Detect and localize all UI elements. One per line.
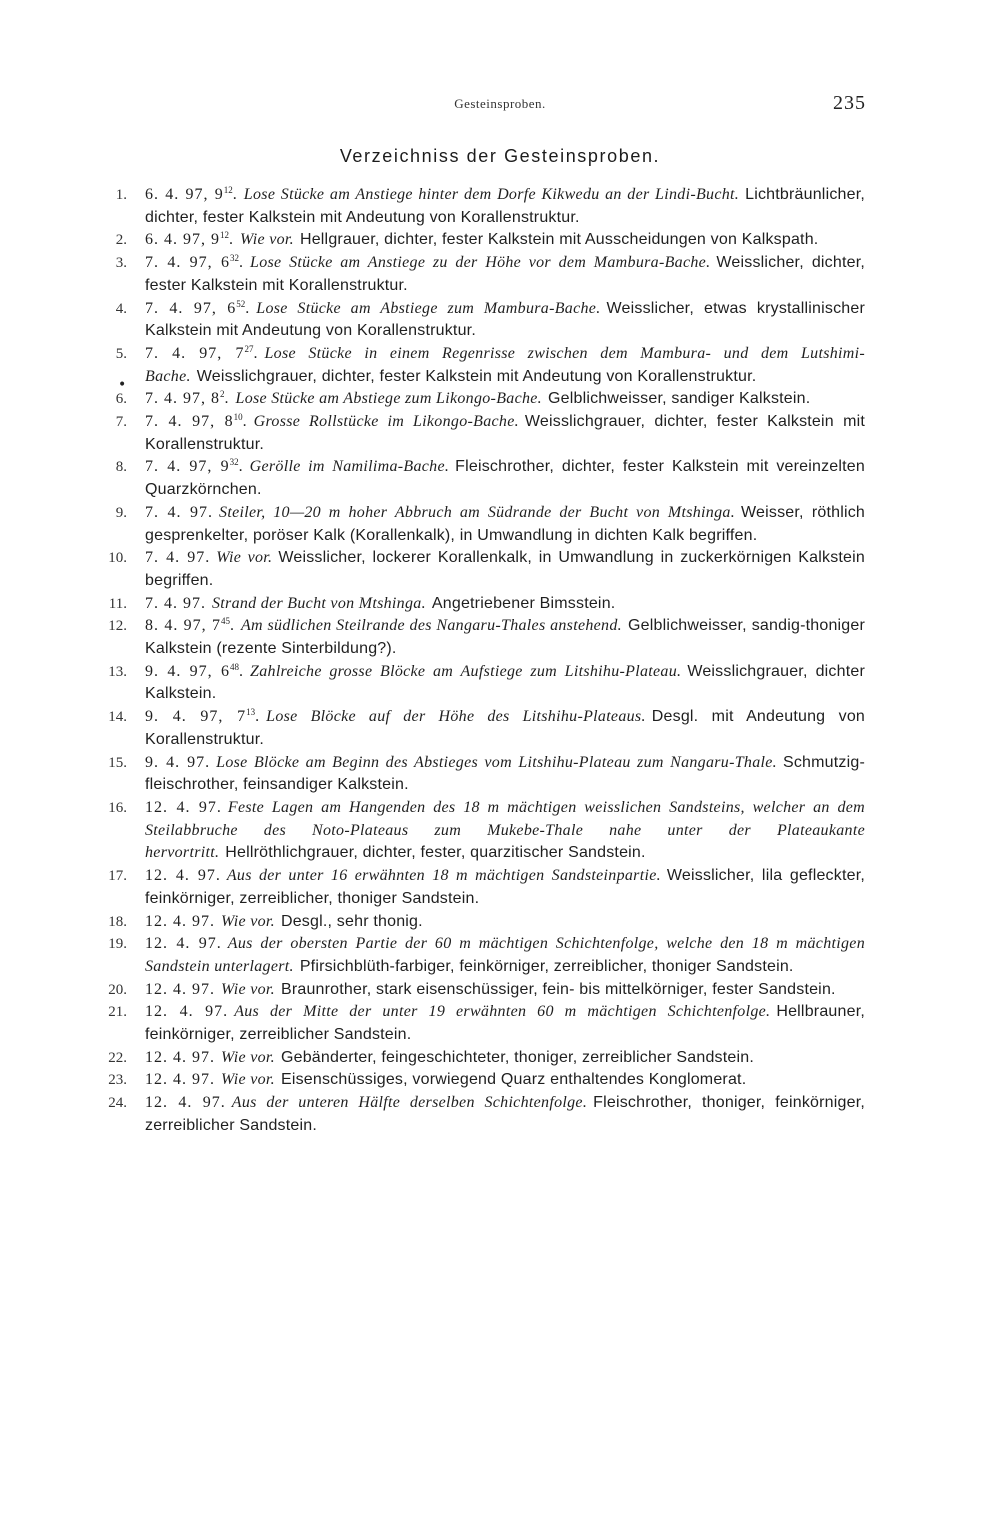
- entry-number: 10.: [108, 550, 127, 567]
- entry-time-minutes: 12: [220, 230, 229, 241]
- entry-time: 7: [237, 708, 247, 726]
- specimen-entry: [108, 979, 865, 1002]
- entry-date-text: 12. 4. 97.: [145, 1003, 229, 1021]
- entry-number: 8.: [115, 459, 127, 476]
- entry-date-text: 7. 4. 97,: [145, 413, 216, 431]
- entry-description: Fleischrother, dichter, fester Kalkstein mit vereinzelten Quarzkörnchen.: [145, 458, 865, 499]
- entry-description: Gebänderter, feingeschichteter, thoniger, zerreiblicher Sandstein.: [280, 1048, 754, 1066]
- stray-mark: •: [118, 377, 127, 393]
- entry-locality: Wie vor.: [240, 231, 294, 249]
- entry-description: Weisslicher, etwas krystallinischer Kalkstein mit Andeutung von Korallenstruktur.: [145, 299, 866, 340]
- entry-locality: Lose Stücke in einem Regenrisse zwischen dem Mambura- und dem Lutshimi-Bache.: [145, 344, 866, 385]
- entry-description: Weisslicher, lockerer Korallenkalk, in Umwandlung in zuckerkörnigen Kalkstein begriffen.: [145, 549, 865, 589]
- specimen-entry: [108, 1069, 865, 1092]
- entry-description: Weisslicher, lila gefleckter, feinkörniger, zerreiblicher, thoniger Sandstein.: [145, 867, 865, 907]
- entry-date: [145, 1049, 215, 1066]
- entry-date: 6. 4. 97, $9^{12}$.: [145, 185, 238, 203]
- specimen-entry: [115, 411, 865, 456]
- entry-number: 1.: [115, 187, 127, 203]
- entry-number: 19.: [108, 936, 127, 953]
- entry-locality: Lose Stücke am Anstiege zu der Höhe vor dem Mambura-Bache.: [250, 254, 711, 272]
- specimen-entry: [108, 615, 866, 660]
- entry-date: 7. 4. 97, $7^{27}$.: [145, 343, 259, 362]
- entry-locality: Lose Stücke am Abstiege zum Likongo-Bache.: [235, 390, 542, 408]
- entry-date: [145, 867, 221, 884]
- entry-number: 21.: [108, 1004, 127, 1021]
- entry-time-minutes: 27: [244, 343, 254, 354]
- entry-time-minutes: 52: [236, 298, 246, 309]
- specimen-entry: [108, 547, 865, 592]
- specimen-entry: [115, 456, 865, 501]
- entry-number: 2.: [115, 232, 127, 249]
- entry-date-text: 6. 4. 97,: [145, 231, 206, 249]
- entry-date: 9. 4. 97, $7^{13}$.: [145, 707, 261, 726]
- entry-description: Desgl., sehr thonig.: [280, 912, 423, 930]
- entry-date-text: 7. 4. 97,: [145, 458, 213, 476]
- entry-locality: Feste Lagen am Hangenden des 18 m mächtigen weisslichen Sandsteins, welcher an dem Steilabbruche des Noto-Plateaus zum Mukebe-Thale nahe unter der Plateaukante hervortritt.: [145, 798, 866, 862]
- entry-time-minutes: 2: [220, 389, 225, 400]
- entry-time: 9: [220, 458, 230, 476]
- entry-number: 5.: [115, 345, 127, 362]
- entry-time-minutes: 13: [246, 707, 256, 718]
- entry-time: 8: [211, 390, 220, 408]
- entry-date-text: 9. 4. 97.: [145, 753, 211, 771]
- specimen-entry: [115, 388, 865, 411]
- entry-description: Braunrother, stark eisenschüssiger, fein- bis mittelkörniger, fester Sandstein.: [280, 980, 836, 998]
- entry-date: 6. 4. 97, $9^{12}$.: [145, 230, 234, 249]
- entry-date-text: 7. 4. 97.: [145, 503, 214, 521]
- entry-description: Hellröthlichgrauer, dichter, fester, quarzitischer Sandstein.: [225, 844, 646, 862]
- entry-date: [145, 1094, 226, 1111]
- entry-time: 6: [221, 254, 231, 272]
- specimen-entry: [108, 1047, 865, 1070]
- entry-date: 7. 4. 97, $8^{10}$.: [145, 412, 248, 431]
- specimen-entry: [115, 502, 866, 547]
- entry-date: 9. 4. 97, $6^{48}$.: [145, 661, 245, 680]
- entry-date-text: 12. 4. 97.: [145, 980, 215, 998]
- entry-date-text: 12. 4. 97.: [145, 935, 222, 953]
- page-number: 235: [833, 92, 866, 114]
- entry-number: 15.: [108, 754, 127, 771]
- entry-description: Schmutzig-fleischrother, feinsandiger Kalkstein.: [145, 753, 865, 794]
- specimen-entry: [115, 184, 866, 229]
- specimen-entry: [108, 1001, 866, 1046]
- entry-description: Gelblichweisser, sandig-thoniger Kalkstein (rezente Sinterbildung?).: [145, 617, 866, 658]
- entry-locality: Gerölle im Namilima-Bache.: [249, 458, 450, 476]
- entry-description: Gelblichweisser, sandiger Kalkstein.: [547, 390, 811, 408]
- specimen-entry: [108, 752, 865, 797]
- entry-time: 6: [221, 662, 231, 680]
- entry-time: 9: [211, 231, 220, 249]
- entry-description: Weisslichgrauer, dichter Kalkstein.: [145, 662, 866, 703]
- specimen-entry: [108, 911, 865, 934]
- entry-date-text: 7. 4. 97.: [145, 594, 206, 612]
- entry-time-minutes: 10: [233, 412, 243, 423]
- entry-number: 12.: [108, 618, 127, 635]
- entry-number: 11.: [108, 595, 127, 612]
- entry-number: 16.: [108, 799, 127, 816]
- entry-time: 7: [235, 344, 245, 362]
- entry-date: 7. 4. 97, $8^2$.: [145, 389, 230, 408]
- specimen-entry: [108, 933, 865, 978]
- entry-time-minutes: 12: [223, 185, 233, 195]
- entry-date-text: 6. 4. 97,: [145, 186, 209, 203]
- entry-date: [145, 549, 210, 566]
- entry-date: [145, 1003, 228, 1020]
- entry-locality: Zahlreiche grosse Blöcke am Aufstiege zum Litshihu-Plateau.: [250, 662, 682, 680]
- entry-date-text: 12. 4. 97.: [145, 798, 222, 816]
- entry-date-text: 9. 4. 97,: [145, 662, 213, 680]
- entry-number: 18.: [108, 913, 127, 930]
- entry-locality: Wie vor.: [221, 1048, 275, 1066]
- entry-locality: Wie vor.: [221, 980, 275, 998]
- entry-locality: Wie vor.: [216, 549, 273, 567]
- entry-date: [145, 754, 210, 771]
- entry-date: [145, 504, 213, 521]
- specimen-entry: [115, 298, 866, 343]
- specimen-entry: [108, 1092, 865, 1137]
- specimen-entry: [115, 343, 866, 388]
- specimen-entry: [108, 865, 865, 910]
- entry-description: Weisslichgrauer, dichter, fester Kalkstein mit Korallenstruktur.: [145, 413, 865, 453]
- specimen-entry: [108, 797, 866, 865]
- entry-locality: Grosse Rollstücke im Likongo-Bache.: [253, 413, 519, 431]
- entry-description: Hellbrauner, feinkörniger, zerreiblicher Sandstein.: [145, 1003, 866, 1044]
- entry-time-minutes: 45: [220, 616, 230, 627]
- entry-time: 6: [227, 299, 237, 317]
- entry-locality: Aus der Mitte der unter 19 erwähnten 60 m mächtigen Schichtenfolge.: [234, 1003, 771, 1021]
- entry-date: 8. 4. 97, $7^{45}$.: [145, 616, 235, 635]
- entry-number: 17.: [108, 868, 127, 885]
- entry-description: Pfirsichblüth-farbiger, feinkörniger, zerreiblicher, thoniger Sandstein.: [299, 957, 794, 975]
- entry-date: 7. 4. 97, $6^{32}$.: [145, 253, 245, 272]
- entry-number: 13.: [108, 663, 127, 680]
- entry-locality: Wie vor.: [221, 912, 275, 930]
- entry-time: 8: [224, 413, 234, 431]
- entry-date-text: 7. 4. 97,: [145, 390, 206, 408]
- entry-date: [145, 935, 222, 952]
- specimen-entry: [115, 252, 866, 297]
- entry-description: Lichtbräunlicher, dichter, fester Kalkstein mit Andeutung von Korallenstruktur.: [145, 186, 866, 226]
- entry-date: [145, 799, 222, 816]
- entry-time: 7: [211, 617, 221, 635]
- entry-date-text: 12. 4. 97.: [145, 1048, 215, 1066]
- entry-date-text: 12. 4. 97.: [145, 912, 215, 930]
- entry-number: 24.: [108, 1095, 127, 1112]
- entry-number: 9.: [115, 504, 127, 521]
- entry-date: 7. 4. 97, $6^{52}$.: [145, 298, 251, 317]
- entry-date: [145, 1071, 215, 1088]
- entry-locality: Am südlichen Steilrande des Nangaru-Thales anstehend.: [240, 617, 622, 635]
- entry-number: 22.: [108, 1049, 127, 1066]
- entry-number: 20.: [108, 981, 127, 998]
- entry-description: Weisslicher, dichter, fester Kalkstein mit Korallenstruktur.: [145, 254, 866, 294]
- entry-time: 9: [214, 186, 224, 203]
- section-title: Verzeichniss der Gesteinsproben.: [339, 146, 661, 166]
- entry-date-text: 7. 4. 97,: [145, 254, 213, 272]
- specimen-list: [108, 184, 866, 1138]
- entry-date-text: 7. 4. 97,: [145, 344, 223, 362]
- entry-number: 4.: [115, 300, 127, 317]
- entry-time-minutes: 32: [230, 253, 240, 264]
- entry-date: [145, 981, 215, 998]
- entry-locality: Strand der Bucht von Mtshinga.: [212, 594, 426, 612]
- entry-number: 14.: [108, 709, 127, 726]
- entry-locality: Steiler, 10—20 m hoher Abbruch am Südrande der Bucht von Mtshinga.: [219, 503, 736, 521]
- entry-date: [145, 595, 206, 612]
- specimen-entry: [108, 661, 866, 706]
- entry-locality: Aus der unter 16 erwähnten 18 m mächtigen Sandsteinpartie.: [226, 867, 661, 885]
- entry-number: 7.: [115, 414, 127, 431]
- entry-number: 23.: [108, 1072, 127, 1089]
- entry-description: Desgl. mit Andeutung von Korallenstruktur.: [145, 708, 866, 748]
- entry-date-text: 12. 4. 97.: [145, 1094, 226, 1112]
- entry-date-text: 12. 4. 97.: [145, 1071, 215, 1089]
- entry-date-text: 12. 4. 97.: [145, 867, 221, 885]
- running-head: Gesteinsproben.: [454, 96, 546, 111]
- entry-locality: Lose Blöcke am Beginn des Abstieges vom Litshihu-Plateau zum Nangaru-Thale.: [216, 753, 777, 771]
- specimen-entry: [108, 706, 866, 751]
- entry-locality: Lose Stücke am Anstiege hinter dem Dorfe Kikwedu an der Lindi-Bucht.: [243, 186, 740, 203]
- entry-time-minutes: 48: [230, 661, 240, 672]
- entry-locality: Aus der unteren Hälfte derselben Schichtenfolge.: [231, 1094, 588, 1112]
- entry-locality: Wie vor.: [221, 1071, 275, 1089]
- entry-date-text: 8. 4. 97,: [145, 617, 207, 635]
- entry-locality: Lose Stücke am Abstiege zum Mambura-Bache.: [256, 299, 601, 317]
- entry-time-minutes: 32: [229, 457, 239, 468]
- entry-description: Hellgrauer, dichter, fester Kalkstein mit Ausscheidungen von Kalkspath.: [299, 231, 819, 249]
- entry-date-text: 9. 4. 97,: [145, 708, 224, 726]
- entry-description: Weisslichgrauer, dichter, fester Kalkstein mit Andeutung von Korallenstruktur.: [196, 367, 757, 385]
- entry-description: Weisser, röthlich gesprenkelter, poröser Kalk (Korallenkalk), in Umwandlung in dichten Kalk begriffen.: [145, 503, 866, 544]
- entry-description: Eisenschüssiges, vorwiegend Quarz enthaltendes Konglomerat.: [280, 1071, 747, 1089]
- entry-date: 7. 4. 97, $9^{32}$.: [145, 457, 244, 476]
- specimen-entry: [108, 593, 865, 616]
- entry-number: 6.: [115, 391, 127, 408]
- entry-date: [145, 913, 215, 930]
- entry-number: 3.: [115, 255, 127, 272]
- entry-description: Fleischrother, thoniger, feinkörniger, zerreiblicher Sandstein.: [145, 1094, 865, 1134]
- entry-locality: Aus der obersten Partie der 60 m mächtigen Schichtenfolge, welche den 18 m mächtigen Sandstein unterlagert.: [145, 935, 865, 975]
- entry-date-text: 7. 4. 97,: [145, 299, 217, 317]
- specimen-entry: [115, 229, 865, 252]
- entry-description: Angetriebener Bimsstein.: [431, 594, 616, 612]
- entry-date-text: 7. 4. 97.: [145, 549, 211, 567]
- entry-locality: Lose Blöcke auf der Höhe des Litshihu-Plateaus.: [266, 708, 646, 726]
